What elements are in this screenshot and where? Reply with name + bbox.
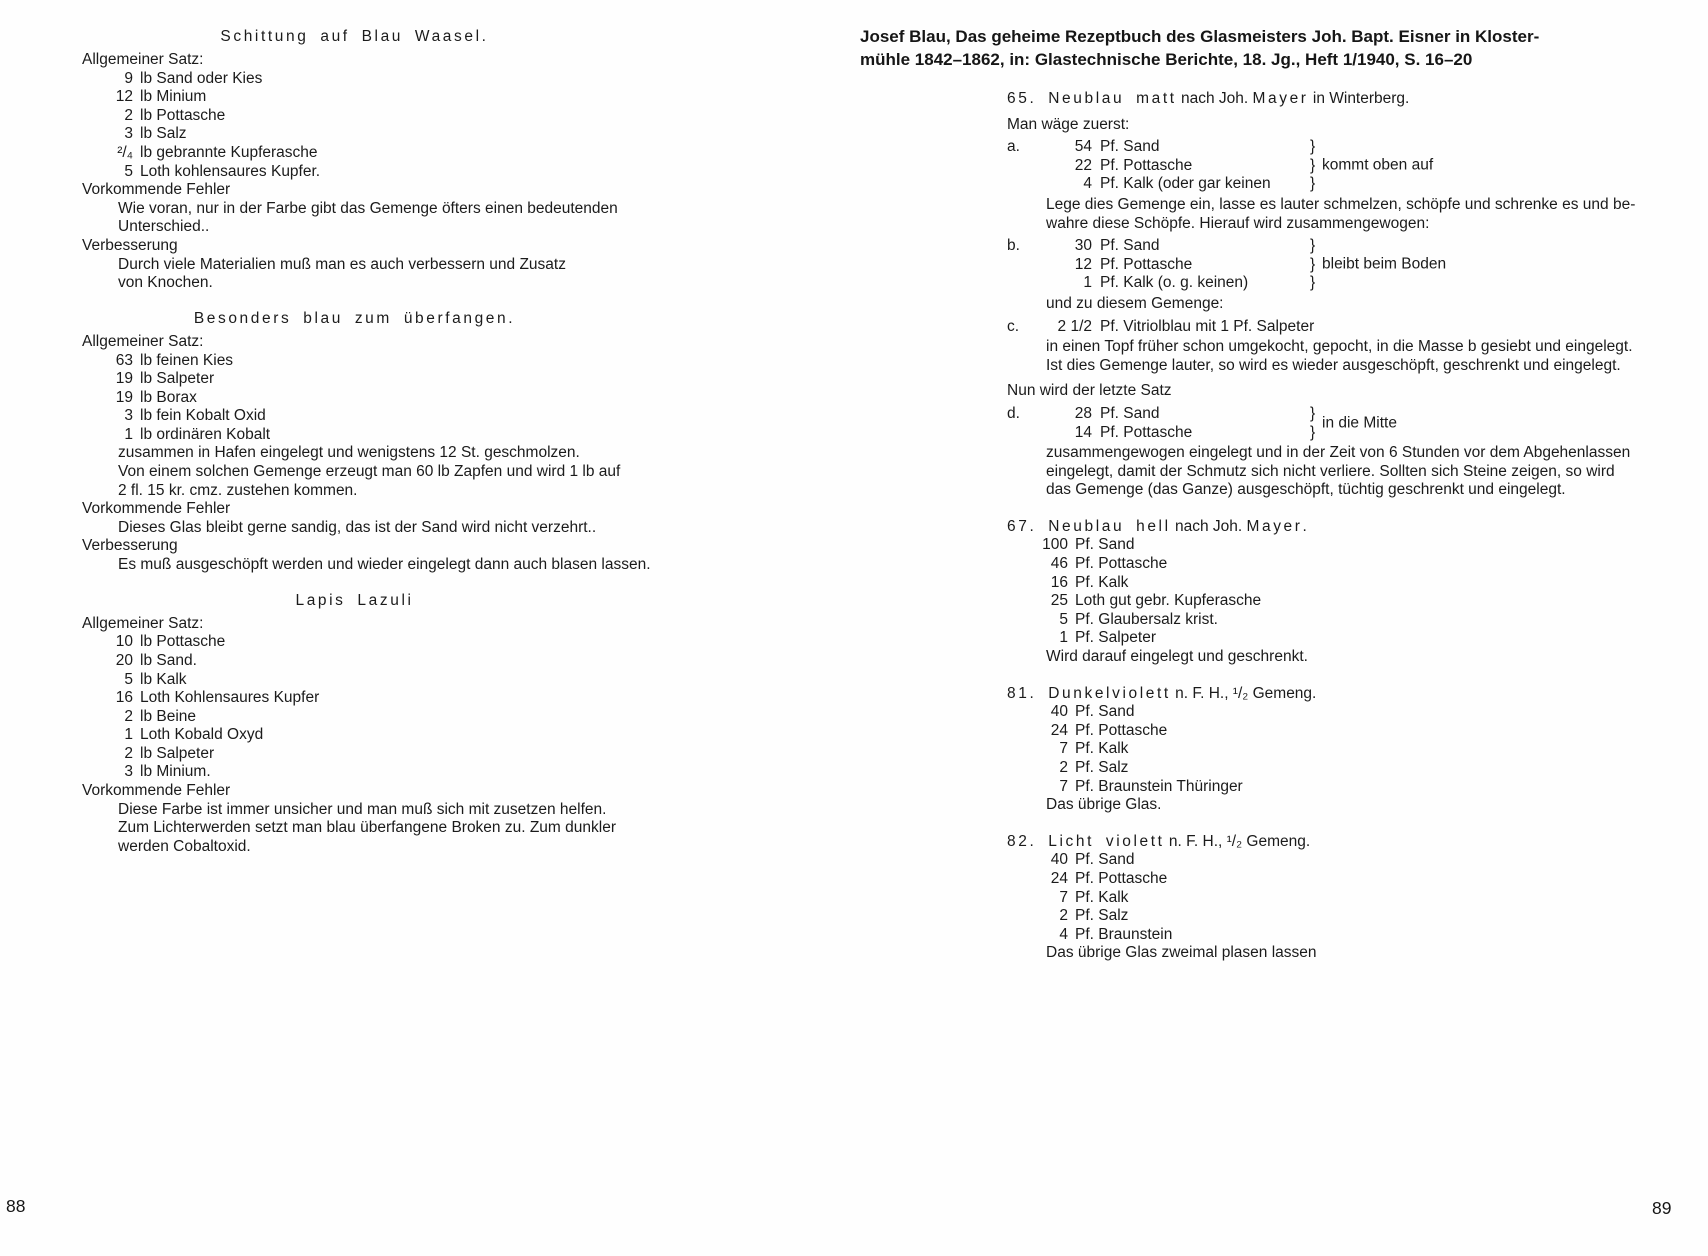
ingredient-line [860,555,1670,574]
ingredient-name: Pf. Pottasche [1100,156,1193,174]
ingredient-line [82,407,702,426]
ingredient-name: lb Borax [140,388,197,406]
body-line: Wird darauf eingelegt und geschrenkt. [1046,648,1308,666]
recipe [860,90,1670,500]
ingredient-name: Loth gut gebr. Kupferasche [1075,592,1262,610]
ingredient-name: lb gebrannte Kupferasche [140,144,318,162]
brace-icon: } [1310,156,1316,174]
recipe-title-segment: 65. Neublau matt [1007,90,1177,107]
brace-icon: } [1310,423,1316,441]
ingredient-line [860,889,1670,908]
ingredient-qty: 5 [1059,610,1068,628]
brace-icon: } [1310,138,1316,156]
ingredient-name: lb feinen Kies [140,351,234,369]
ingredient-line [860,870,1670,889]
ingredient-qty: 3 [124,407,133,425]
body-line: Das übrige Glas. [1046,796,1162,814]
body-line: Diese Farbe ist immer unsicher und man muß sich mit zusetzen helfen. [118,800,607,818]
recipe-section [82,592,702,857]
ingredient-qty: 16 [115,689,133,707]
ingredient-name: lb Minium [140,88,207,106]
ingredient-name: Loth Kohlensaures Kupfer [140,689,320,707]
recipe-title [860,90,1670,109]
ingredient-line [82,352,702,371]
ingredient-qty: 19 [115,370,133,388]
ingredient-name: lb Minium. [140,763,211,781]
ingredient-line [860,778,1670,797]
page-left-content [82,28,702,856]
ingredient-line [82,125,702,144]
recipe-title-segment: in Winterberg. [1308,90,1410,107]
recipe-title-segment: n. F. H., ¹/₂ Gemeng. [1164,832,1311,850]
brace-icon: } [1310,274,1316,292]
ingredient-name: lb Salpeter [140,370,215,388]
recipe-title [860,833,1670,852]
body-line: und zu diesem Gemenge: [1046,294,1224,312]
ingredient-qty: 2 [124,707,133,725]
body-line: Das übrige Glas zweimal plasen lassen [1046,944,1317,962]
ingredient-name: Pf. Sand [1100,404,1160,422]
ingredient-qty: 40 [1050,851,1068,869]
group-row [860,256,1670,275]
ingredient-name: Pf. Pottasche [1075,869,1168,887]
recipe-title-segment: 82. Licht violett [1007,832,1165,850]
ingredient-name: Pf. Kalk (o. g. keinen) [1100,274,1249,292]
recipe-title-segment: 67. Neublau hell [1007,517,1171,535]
ingredient-name: Pf. Sand [1075,703,1135,721]
ingredient-line [860,703,1670,722]
ingredient-qty: 54 [1074,138,1092,156]
body-line: eingelegt, damit der Schmutz sich nicht verliere. Sollten sich Steine zeigen, so wird [1046,462,1615,480]
recipe [860,685,1670,815]
ingredient-qty: 1 [1059,629,1068,647]
label-line: Man wäge zuerst: [1007,115,1130,133]
body-line: Lege dies Gemenge ein, lasse es lauter schmelzen, schöpfe und schrenke es und be- [1046,195,1636,213]
recipe [860,518,1670,667]
section-heading: Schittung auf Blau Waasel. [220,28,489,45]
group-letter: b. [1007,237,1020,255]
label-line: Verbesserung [82,237,178,255]
ingredient-qty: 1 [124,425,133,443]
citation-line: mühle 1842–1862, in: Glastechnische Berichte, 18. Jg., Heft 1/1940, S. 16–20 [860,49,1473,69]
ingredient-line [82,107,702,126]
ingredient-name: Pf. Vitriolblau mit 1 Pf. Salpeter [1100,317,1315,335]
ingredient-name: Pf. Sand [1075,536,1135,554]
body-line: Durch viele Materialien muß man es auch verbessern und Zusatz [118,255,566,273]
brace-icon: } [1310,237,1316,255]
ingredient-qty: 25 [1050,592,1068,610]
ingredient-qty: 16 [1050,573,1068,591]
brace-icon: } [1310,404,1316,422]
body-line: Von einem solchen Gemenge erzeugt man 60 lb Zapfen und wird 1 lb auf [118,463,621,481]
page-number-right: 89 [1652,1198,1672,1218]
ingredient-qty: 100 [1042,536,1068,554]
recipe-title-segment: n. F. H., ¹/₂ Gemeng. [1170,684,1317,702]
ingredient-line [860,536,1670,555]
ingredient-name: lb Sand. [140,651,197,669]
ingredient-name: Pf. Salz [1075,759,1129,776]
label-line: Allgemeiner Satz: [82,614,204,632]
recipe-title-segment: Mayer [1252,90,1309,107]
ingredient-line [860,851,1670,870]
ingredient-qty: 63 [115,351,133,369]
ingredient-line [860,740,1670,759]
body-line: Dieses Glas bleibt gerne sandig, das ist der Sand wird nicht verzehrt.. [118,518,597,536]
body-line: zusammengewogen eingelegt und in der Zeit von 6 Stunden vor dem Abgehenlassen [1046,444,1631,462]
ingredient-line [82,389,702,408]
label-line: Allgemeiner Satz: [82,51,204,69]
label-line: Verbesserung [82,537,178,555]
weigh-group [860,405,1670,442]
group-rows [860,318,1670,337]
ingredient-name: Pf. Sand [1075,851,1135,869]
group-rows [860,237,1670,293]
recipe-title [860,518,1670,537]
group-rows [860,138,1670,194]
body-line: werden Cobaltoxid. [118,837,251,855]
ingredient-name: Pf. Glaubersalz krist. [1075,610,1218,628]
recipe-title-segment: nach Joh. [1176,90,1253,107]
group-letter: c. [1007,317,1020,335]
brace-icon: } [1310,255,1316,273]
ingredient-line [82,763,702,782]
ingredient-line [82,652,702,671]
ingredient-name: lb Salpeter [140,744,215,762]
ingredient-qty: ²/₄ [117,144,133,162]
ingredient-qty: 12 [115,88,133,106]
group-rows [860,405,1670,442]
ingredient-name: Pf. Braunstein Thüringer [1075,777,1243,795]
weigh-group [860,237,1670,293]
ingredient-qty: 5 [124,162,133,180]
ingredient-name: lb Kalk [140,670,187,688]
ingredient-qty: 10 [115,633,133,651]
ingredient-line [82,745,702,764]
ingredient-qty: 20 [115,651,133,669]
ingredient-qty: 9 [124,69,133,87]
ingredient-line [860,907,1670,926]
ingredient-qty: 30 [1074,237,1092,255]
page-right-content [860,84,1670,963]
ingredient-qty: 2 1/2 [1057,317,1092,335]
ingredient-name: lb Beine [140,707,197,725]
ingredient-name: Pf. Kalk [1075,888,1129,906]
ingredient-name: Pf. Sand [1100,138,1160,156]
ingredient-name: Loth Kobald Oxyd [140,726,264,744]
ingredient-name: Pf. Pottasche [1075,555,1168,573]
ingredient-qty: 5 [124,670,133,688]
recipe-title-segment: 81. Dunkelviolett [1007,684,1171,702]
group-row [860,138,1670,157]
recipe-title [860,685,1670,704]
page-number-left: 88 [6,1196,26,1216]
ingredient-qty: 12 [1074,255,1092,273]
group-annotation: kommt oben auf [1322,156,1434,174]
ingredient-qty: 7 [1059,888,1068,906]
ingredient-line [860,759,1670,778]
ingredient-qty: 3 [124,125,133,143]
group-letter: d. [1007,404,1020,422]
ingredient-qty: 7 [1059,740,1068,758]
ingredient-name: lb Pottasche [140,633,226,651]
label-line: Vorkommende Fehler [82,181,231,199]
ingredient-qty: 2 [124,106,133,124]
group-annotation: bleibt beim Boden [1322,255,1447,273]
group-row [860,274,1670,293]
ingredient-qty: 28 [1074,404,1092,422]
group-letter: a. [1007,138,1020,156]
group-row [860,237,1670,256]
ingredient-qty: 2 [1059,759,1068,776]
group-annotation: in die Mitte [1322,414,1397,432]
ingredient-qty: 3 [124,763,133,781]
ingredient-name: Loth kohlensaures Kupfer. [140,162,321,180]
body-line: Ist dies Gemenge lauter, so wird es wieder ausgeschöpft, geschrenkt und eingelegt. [1046,356,1621,374]
ingredient-line [82,70,702,89]
ingredient-name: Pf. Pottasche [1100,255,1193,273]
ingredient-line [860,629,1670,648]
ingredient-line [82,426,702,445]
recipe-title-segment: Mayer [1246,517,1303,535]
citation-header [860,26,1620,71]
group-row [860,157,1670,176]
ingredient-name: Pf. Pottasche [1075,721,1168,739]
body-line: Wie voran, nur in der Farbe gibt das Gemenge öfters einen bedeutenden [118,199,618,217]
body-line: von Knochen. [118,274,213,292]
label-line: Allgemeiner Satz: [82,332,204,350]
ingredient-qty: 2 [124,744,133,762]
weigh-group [860,138,1670,194]
ingredient-qty: 46 [1050,555,1068,573]
body-line: zusammen in Hafen eingelegt und wenigstens 12 St. geschmolzen. [118,444,580,462]
ingredient-qty: 24 [1050,869,1068,887]
ingredient-qty: 19 [115,388,133,406]
ingredient-line [82,144,702,163]
recipe-title-segment: nach Joh. [1170,517,1247,535]
ingredient-name: Pf. Sand [1100,237,1160,255]
ingredient-name: lb Sand oder Kies [140,69,263,87]
weigh-group [860,318,1670,337]
ingredient-line [82,633,702,652]
ingredient-line [860,926,1670,945]
body-line: Unterschied.. [118,218,210,236]
ingredient-name: Pf. Kalk [1075,740,1129,758]
label-line: Vorkommende Fehler [82,500,231,518]
ingredient-name: Pf. Braunstein [1075,925,1173,943]
ingredient-qty: 1 [1083,274,1092,292]
group-row [860,424,1670,443]
ingredient-name: lb Salz [140,125,187,143]
section-heading: Besonders blau zum überfangen. [193,309,516,327]
ingredient-qty: 40 [1050,703,1068,721]
recipe-title-segment: . [1302,517,1307,535]
ingredient-line [860,611,1670,630]
ingredient-name: lb fein Kobalt Oxid [140,407,266,425]
ingredient-qty: 4 [1059,925,1068,943]
ingredient-name: Pf. Salpeter [1075,629,1156,647]
ingredient-qty: 2 [1059,907,1068,925]
ingredient-line [860,574,1670,593]
ingredient-line [82,671,702,690]
citation-line: Josef Blau, Das geheime Rezeptbuch des Glasmeisters Joh. Bapt. Eisner in Kloster- [860,27,1540,46]
section-heading: Lapis Lazuli [295,591,414,609]
ingredient-line [82,726,702,745]
label-line: Nun wird der letzte Satz [1007,382,1172,400]
group-row [860,318,1670,337]
body-line: Es muß ausgeschöpft werden und wieder eingelegt dann auch blasen lassen. [118,556,651,574]
recipe [860,833,1670,963]
group-row [860,175,1670,194]
ingredient-line [82,370,702,389]
ingredient-line [82,88,702,107]
ingredient-name: Pf. Kalk (oder gar keinen [1100,175,1271,193]
brace-icon: } [1310,175,1316,193]
ingredient-qty: 1 [124,726,133,744]
ingredient-line [82,708,702,727]
group-row [860,405,1670,424]
ingredient-name: lb ordinären Kobalt [140,425,271,443]
label-line: Vorkommende Fehler [82,782,231,800]
ingredient-qty: 7 [1059,777,1068,795]
ingredient-qty: 14 [1074,423,1092,441]
ingredient-name: Pf. Kalk [1075,573,1129,591]
ingredient-qty: 4 [1083,175,1092,193]
body-line: wahre diese Schöpfe. Hierauf wird zusammengewogen: [1046,214,1430,232]
ingredient-name: Pf. Pottasche [1100,423,1193,441]
ingredient-name: lb Pottasche [140,106,226,124]
recipe-section [82,28,702,293]
body-line: 2 fl. 15 kr. cmz. zustehen kommen. [118,481,358,499]
ingredient-line [82,163,702,182]
ingredient-line [82,689,702,708]
ingredient-qty: 24 [1050,721,1068,739]
ingredient-name: Pf. Salz [1075,907,1129,925]
body-line: das Gemenge (das Ganze) ausgeschöpft, tüchtig geschrenkt und eingelegt. [1046,481,1566,499]
recipe-section [82,310,702,575]
body-line: Zum Lichterwerden setzt man blau überfangene Broken zu. Zum dunkler [118,819,616,837]
ingredient-line [860,592,1670,611]
ingredient-line [860,722,1670,741]
body-line: in einen Topf früher schon umgekocht, gepocht, in die Masse b gesiebt und eingelegt. [1046,338,1633,356]
ingredient-qty: 22 [1074,156,1092,174]
